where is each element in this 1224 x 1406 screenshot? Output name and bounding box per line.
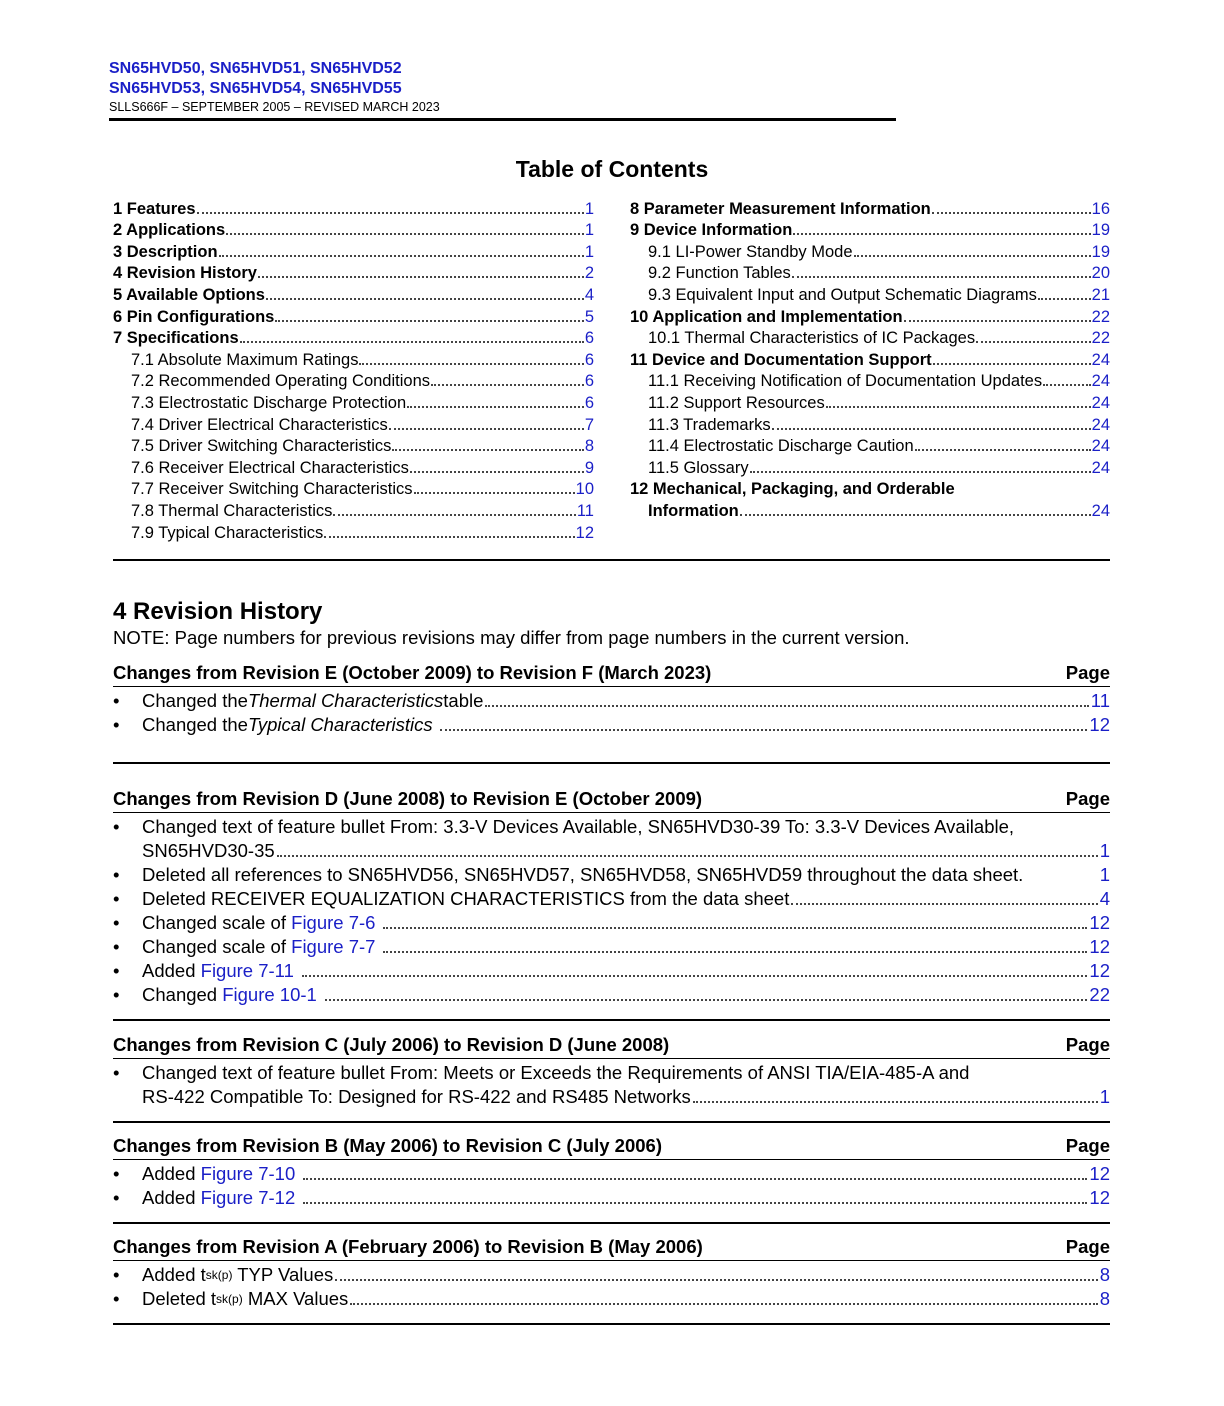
block-divider [113, 762, 1110, 764]
bullet: • [113, 960, 120, 981]
toc-subentry[interactable] [630, 283, 1110, 305]
toc-leader-dots [976, 341, 1091, 343]
revision-item [113, 1162, 1110, 1186]
revision-block-header [113, 1236, 1110, 1261]
toc-entry-page[interactable]: 24 [1091, 415, 1110, 434]
revision-item [113, 887, 1110, 911]
item-text: Changed the [142, 714, 248, 735]
item-text: Deleted t [142, 1288, 217, 1309]
revision-item [113, 1061, 1110, 1109]
toc-subentry[interactable] [630, 435, 1110, 457]
item-page-link[interactable]: 12 [1089, 912, 1110, 933]
page-column-label: Page [1065, 1135, 1110, 1156]
item-text: Changed scale of [142, 912, 292, 933]
toc-entry-page[interactable]: 22 [1091, 329, 1110, 348]
toc-leader-dots [933, 363, 1091, 365]
toc-title: Table of Contents [515, 156, 709, 182]
toc-leader-dots [407, 406, 584, 408]
toc-entry-title: 11.1 Receiving Notification of Documentation Updates [648, 372, 1043, 391]
toc-entry-title: 7 Specifications [113, 329, 239, 348]
toc-entry[interactable] [113, 197, 594, 219]
revision-item [113, 911, 1110, 935]
toc-entry-title: 1 Features [113, 199, 196, 218]
toc-leader-dots [792, 276, 1091, 278]
revision-block-header [113, 1135, 1110, 1160]
toc-leader-dots [258, 276, 584, 278]
revision-block-title: Changes from Revision D (June 2008) to Revision E (October 2009) [113, 788, 703, 809]
toc-entry-page[interactable]: 24 [1091, 501, 1110, 520]
block-divider [113, 1323, 1110, 1325]
toc-leader-dots [410, 471, 584, 473]
toc-entry-title: 4 Revision History [113, 264, 257, 283]
toc-entry[interactable] [113, 240, 594, 262]
toc-entry[interactable] [630, 305, 1110, 327]
item-text: Added [142, 960, 201, 981]
revision-item [113, 983, 1110, 1007]
document-header [109, 59, 896, 121]
bullet: • [113, 1264, 120, 1285]
toc-entry-title: 11.2 Support Resources [648, 393, 825, 412]
toc-subentry[interactable] [630, 240, 1110, 262]
item-page-link[interactable]: 1 [1099, 864, 1110, 885]
toc-entry-page[interactable]: 5 [584, 307, 594, 326]
item-text: Deleted all references to SN65HVD56, SN65HVD57, SN65HVD58, SN65HVD59 throughout the data sheet. [142, 864, 1024, 885]
item-page-link[interactable]: 4 [1099, 888, 1110, 909]
toc-entry-title: 3 Description [113, 242, 218, 261]
page-column-label: Page [1065, 1236, 1110, 1257]
toc-entry-page[interactable]: 1 [584, 221, 594, 240]
item-page-link[interactable]: 1 [1099, 1086, 1110, 1107]
toc-leader-dots [772, 428, 1091, 430]
toc-entry-page[interactable]: 1 [584, 199, 594, 218]
leader-dots [325, 999, 1088, 1001]
toc-entry-page[interactable]: 24 [1091, 372, 1110, 391]
revision-item [113, 959, 1110, 983]
page-column-label: Page [1065, 1034, 1110, 1055]
part-numbers-line-2: SN65HVD53, SN65HVD54, SN65HVD55 [109, 80, 402, 97]
leader-dots [303, 1178, 1087, 1180]
toc-entry-title: 7.1 Absolute Maximum Ratings [131, 350, 359, 369]
item-page-link[interactable]: 12 [1089, 714, 1110, 735]
toc-entry-title: 11.3 Trademarks [648, 415, 771, 434]
toc-entry-title: 7.5 Driver Switching Characteristics [131, 437, 392, 456]
toc-entry[interactable] [630, 219, 1110, 241]
item-page-link[interactable]: 22 [1089, 984, 1110, 1005]
leader-dots [693, 1101, 1098, 1103]
toc-entry-title: 9.3 Equivalent Input and Output Schematic Diagrams [648, 285, 1037, 304]
document-revision-line: SLLS666F – SEPTEMBER 2005 – REVISED MARCH 2023 [109, 100, 440, 114]
toc-entry-title: 8 Parameter Measurement Information [630, 199, 931, 218]
revision-item [113, 713, 1110, 737]
toc-subentry[interactable] [113, 435, 594, 457]
toc-entry-title: 6 Pin Configurations [113, 307, 275, 326]
toc-entry-page[interactable]: 9 [584, 458, 594, 477]
figure-link[interactable]: Figure 7-10 [200, 1163, 296, 1184]
bullet: • [113, 690, 120, 711]
toc-entry-page[interactable]: 12 [575, 523, 594, 542]
item-text: Added [142, 1187, 201, 1208]
revision-block-title: Changes from Revision A (February 2006) to Revision B (May 2006) [113, 1236, 703, 1257]
toc-entry-title: Information [648, 501, 739, 520]
toc-leader-dots [793, 233, 1090, 235]
toc-entry-page[interactable]: 16 [1091, 199, 1110, 218]
revision-item [113, 1263, 1110, 1287]
item-text: RS-422 Compatible To: Designed for RS-422 and RS485 Networks [142, 1086, 691, 1107]
item-text: Changed scale of [142, 936, 292, 957]
bullet: • [113, 864, 120, 885]
bullet: • [113, 1163, 120, 1184]
item-page-link[interactable]: 12 [1089, 1163, 1110, 1184]
toc-entry-title: 12 Mechanical, Packaging, and Orderable [630, 480, 955, 499]
toc-subentry[interactable] [113, 521, 594, 543]
toc-entry-page[interactable]: 6 [584, 329, 594, 348]
toc-leader-dots [359, 363, 583, 365]
toc-entry[interactable] [113, 219, 594, 241]
toc-leader-dots [414, 492, 575, 494]
item-emphasis: Thermal Characteristics [247, 690, 444, 711]
toc-entry-title: 9.2 Function Tables [648, 264, 791, 283]
toc-entry-title: 7.2 Recommended Operating Conditions [131, 372, 431, 391]
toc-leader-dots [197, 212, 584, 214]
toc-entry-title: 2 Applications [113, 221, 226, 240]
figure-link[interactable]: Figure 7-11 [200, 960, 294, 981]
revision-block-title: Changes from Revision B (May 2006) to Revision C (July 2006) [113, 1135, 662, 1156]
toc-entry-page[interactable]: 24 [1091, 458, 1110, 477]
toc-entry-page[interactable]: 20 [1091, 264, 1110, 283]
leader-dots [383, 927, 1087, 929]
toc-subentry[interactable] [630, 262, 1110, 284]
revision-block-header [113, 1034, 1110, 1059]
item-page-link[interactable]: 12 [1089, 960, 1110, 981]
item-text: Changed the [142, 690, 248, 711]
toc-entry[interactable] [113, 283, 594, 305]
revision-item [113, 935, 1110, 959]
toc-entry-page[interactable]: 19 [1091, 221, 1110, 240]
toc-entry-page[interactable]: 10 [575, 480, 594, 499]
toc-leader-dots [740, 514, 1091, 516]
page-column-label: Page [1065, 662, 1110, 683]
toc-entry[interactable] [113, 305, 594, 327]
toc-leader-dots [266, 298, 584, 300]
toc-entry-title: 7.8 Thermal Characteristics [131, 501, 333, 520]
leader-dots [303, 1202, 1087, 1204]
toc-leader-dots [324, 536, 574, 538]
toc-entry[interactable] [630, 197, 1110, 219]
bullet: • [113, 1288, 120, 1309]
toc-subentry[interactable] [113, 391, 594, 413]
item-subscript: sk(p) [216, 1292, 243, 1306]
toc-entry-title: 7.7 Receiver Switching Characteristics [131, 480, 413, 499]
toc-entry[interactable] [630, 348, 1110, 370]
toc-leader-dots [750, 471, 1091, 473]
toc-entry-title: 5 Available Options [113, 285, 265, 304]
bullet: • [113, 1187, 120, 1208]
toc-right-column [630, 197, 1110, 521]
item-page-link[interactable]: 1 [1099, 840, 1110, 861]
toc-subentry[interactable] [113, 348, 594, 370]
leader-dots [335, 1279, 1097, 1281]
revision-block-title: Changes from Revision E (October 2009) to Revision F (March 2023) [113, 662, 712, 683]
item-text: Deleted RECEIVER EQUALIZATION CHARACTERISTICS from the data sheet [142, 888, 790, 909]
toc-entry-title: 7.4 Driver Electrical Characteristics [131, 415, 388, 434]
bullet: • [113, 816, 120, 837]
toc-subentry[interactable] [113, 370, 594, 392]
item-text: Changed text of feature bullet From: Meets or Exceeds the Requirements of ANSI TIA/EIA-485-A and [142, 1062, 970, 1083]
revision-item [113, 815, 1110, 863]
leader-dots [485, 705, 1088, 707]
toc-subentry[interactable] [630, 391, 1110, 413]
toc-left-column [113, 197, 594, 543]
toc-entry[interactable] [113, 262, 594, 284]
toc-entry-page[interactable]: 11 [576, 501, 594, 520]
toc-entry-page[interactable]: 8 [584, 437, 594, 456]
toc-entry-page[interactable]: 21 [1091, 285, 1110, 304]
toc-subentry[interactable] [113, 413, 594, 435]
figure-link[interactable]: Figure 7-7 [291, 936, 376, 957]
toc-leader-dots [275, 320, 583, 322]
toc-entry[interactable] [113, 327, 594, 349]
revision-block-header [113, 662, 1110, 687]
leader-dots [350, 1303, 1097, 1305]
item-text: Added [142, 1163, 201, 1184]
item-page-link[interactable]: 8 [1099, 1264, 1110, 1285]
block-divider [113, 1019, 1110, 1021]
toc-entry-title: 9 Device Information [630, 221, 793, 240]
item-text: Added t [142, 1264, 206, 1285]
toc-leader-dots [932, 212, 1091, 214]
toc-entry-page[interactable]: 7 [584, 415, 594, 434]
revision-block [113, 662, 1110, 764]
leader-dots [440, 729, 1088, 731]
revision-item [113, 1287, 1110, 1311]
toc-entry-title: 7.3 Electrostatic Discharge Protection [131, 393, 407, 412]
item-text: Changed [142, 984, 223, 1005]
toc-leader-dots [389, 428, 584, 430]
leader-dots [277, 855, 1098, 857]
toc-entry-continuation[interactable] [630, 499, 1110, 521]
revision-item [113, 863, 1110, 887]
toc-subentry[interactable] [113, 456, 594, 478]
bullet: • [113, 912, 120, 933]
block-divider [113, 1121, 1110, 1123]
toc-entry-title: 7.6 Receiver Electrical Characteristics [131, 458, 409, 477]
toc-entry-title: 10 Application and Implementation [630, 307, 903, 326]
toc-entry-page[interactable]: 24 [1091, 393, 1110, 412]
item-page-link[interactable]: 11 [1090, 690, 1110, 711]
section-heading: 4 Revision History [113, 598, 323, 625]
toc-entry-page[interactable]: 1 [584, 242, 594, 261]
toc-entry-page[interactable]: 2 [584, 264, 594, 283]
toc-leader-dots [1043, 384, 1091, 386]
toc-entry-page[interactable]: 24 [1091, 350, 1110, 369]
figure-link[interactable]: Figure 10-1 [222, 984, 317, 1005]
toc-entry-page[interactable]: 22 [1091, 307, 1110, 326]
toc-leader-dots [226, 233, 584, 235]
toc-entry-page[interactable]: 24 [1091, 437, 1110, 456]
toc-leader-dots [1038, 298, 1091, 300]
toc-entry-page[interactable]: 6 [584, 350, 594, 369]
item-text: Changed text of feature bullet From: 3.3-V Devices Available, SN65HVD30-39 To: 3.3-V Devices Available, [142, 816, 1015, 837]
item-text: table [443, 690, 484, 711]
bullet: • [113, 1062, 120, 1083]
toc-entry-title: 10.1 Thermal Characteristics of IC Packages [648, 329, 976, 348]
toc-leader-dots [904, 320, 1091, 322]
part-numbers-line-1: SN65HVD50, SN65HVD51, SN65HVD52 [109, 60, 402, 77]
item-subscript: sk(p) [205, 1268, 233, 1282]
toc-entry-page[interactable]: 4 [584, 285, 594, 304]
toc-leader-dots [854, 255, 1091, 257]
revision-note: NOTE: Page numbers for previous revisions may differ from page numbers in the current version. [113, 627, 910, 648]
toc-entry-page[interactable]: 6 [584, 393, 594, 412]
toc-subentry[interactable] [113, 478, 594, 500]
item-page-link[interactable]: 12 [1089, 936, 1110, 957]
item-text [433, 713, 438, 737]
leader-dots [791, 903, 1097, 905]
revision-block [113, 788, 1110, 1021]
item-text: MAX Values [242, 1288, 349, 1309]
toc-subentry[interactable] [630, 370, 1110, 392]
revision-item [113, 1186, 1110, 1210]
figure-link[interactable]: Figure 7-12 [200, 1187, 296, 1208]
page-column-label: Page [1065, 788, 1110, 809]
item-text: SN65HVD30-35 [142, 840, 275, 861]
item-page-link[interactable]: 12 [1089, 1187, 1110, 1208]
toc-entry-page[interactable]: 6 [584, 372, 594, 391]
toc-entry-title: 11.4 Electrostatic Discharge Caution [648, 437, 914, 456]
bullet: • [113, 984, 120, 1005]
toc-subentry[interactable] [630, 413, 1110, 435]
toc-leader-dots [392, 449, 583, 451]
revision-block [113, 1135, 1110, 1224]
figure-link[interactable]: Figure 7-6 [291, 912, 376, 933]
header-rule [109, 118, 896, 121]
toc-entry-title: 11.5 Glossary [648, 458, 749, 477]
bullet: • [113, 936, 120, 957]
toc-subentry[interactable] [630, 327, 1110, 349]
toc-leader-dots [240, 341, 584, 343]
bullet: • [113, 714, 120, 735]
bullet: • [113, 888, 120, 909]
toc-entry-title: 11 Device and Documentation Support [630, 350, 932, 369]
toc-subentry[interactable] [630, 456, 1110, 478]
revision-block-title: Changes from Revision C (July 2006) to Revision D (June 2008) [113, 1034, 670, 1055]
toc-leader-dots [431, 384, 584, 386]
toc-entry[interactable] [630, 478, 1110, 500]
toc-subentry[interactable] [113, 499, 594, 521]
revision-block-header [113, 788, 1110, 813]
item-emphasis: Typical Characteristics [247, 714, 433, 735]
revision-block [113, 1034, 1110, 1123]
toc-leader-dots [333, 514, 575, 516]
toc-leader-dots [915, 449, 1091, 451]
toc-entry-title: 7.9 Typical Characteristics [131, 523, 324, 542]
toc-leader-dots [219, 255, 584, 257]
leader-dots [383, 951, 1087, 953]
toc-entry-title: 9.1 LI-Power Standby Mode [648, 242, 853, 261]
leader-dots [302, 975, 1088, 977]
item-text: TYP Values [232, 1264, 334, 1285]
revision-block [113, 1236, 1110, 1325]
item-page-link[interactable]: 8 [1099, 1288, 1110, 1309]
toc-leader-dots [826, 406, 1091, 408]
revision-history-section [113, 597, 1110, 649]
block-divider [113, 1222, 1110, 1224]
revision-item [113, 689, 1110, 713]
toc-entry-page[interactable]: 19 [1091, 242, 1110, 261]
toc-divider [113, 559, 1110, 561]
